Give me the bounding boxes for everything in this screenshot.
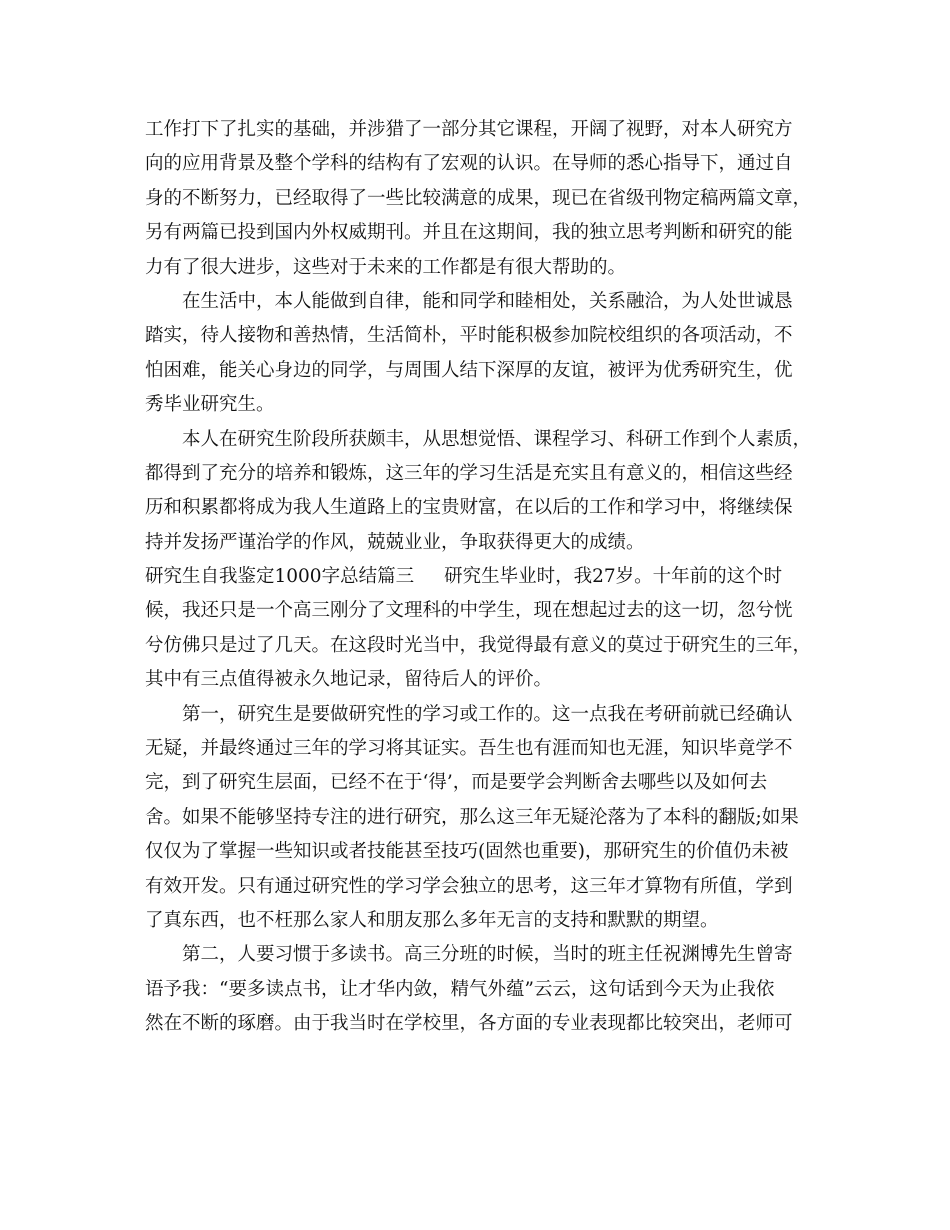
paragraph-start-line: 第一，研究生是要做研究性的学习或工作的。这一点我在考研前就已经确认: [182, 703, 793, 725]
section-heading-line: [145, 560, 805, 594]
text-line: 持并发扬严谨治学的作风，兢兢业业，争取获得更大的成绩。: [145, 531, 645, 553]
text-line: 向的应用背景及整个学科的结构有了宏观的认识。在导师的悉心指导下，通过自: [145, 153, 793, 175]
text-line: 语予我：“要多读点书，让才华内敛，精气外蕴”云云，这句话到今天为止我依: [145, 978, 775, 1000]
text-line: 都得到了充分的培养和锻炼，这三年的学习生活是充实且有意义的，相信这些经: [145, 462, 793, 484]
paragraph-start-line: 在生活中，本人能做到自律，能和同学和睦相处，关系融洽，为人处世诚恳: [182, 290, 793, 312]
text-line: 另有两篇已投到国内外权威期刊。并且在这期间，我的独立思考判断和研究的能: [145, 222, 793, 244]
text-line: 仅仅为了掌握一些知识或者技能甚至技巧(固然也重要)，那研究生的价值仍未被: [145, 841, 789, 863]
text-line: 工作打下了扎实的基础，并涉猎了一部分其它课程，开阔了视野，对本人研究方: [145, 119, 793, 140]
text-line: 身的不断努力，已经取得了一些比较满意的成果，现已在省级刊物定稿两篇文章，: [145, 187, 812, 209]
text-line: 兮仿佛只是过了几天。在这段时光当中，我觉得最有意义的莫过于研究生的三年，: [145, 634, 812, 656]
text-line: 有效开发。只有通过研究性的学习学会独立的思考，这三年才算物有所值，学到: [145, 875, 793, 897]
section-first-sentence: 研究生毕业时，我27岁。十年前的这个时: [444, 566, 783, 588]
text-line: 历和积累都将成为我人生道路上的宝贵财富，在以后的工作和学习中，将继续保: [145, 497, 793, 519]
text-line: 怕困难，能关心身边的同学，与周围人结下深厚的友谊，被评为优秀研究生，优: [145, 359, 793, 381]
paragraph-start-line: 第二，人要习惯于多读书。高三分班的时候，当时的班主任祝渊博先生曾寄: [182, 944, 793, 966]
paragraph-start-line: 本人在研究生阶段所获颇丰，从思想觉悟、课程学习、科研工作到个人素质，: [182, 428, 812, 450]
text-line: 秀毕业研究生。: [145, 394, 275, 416]
text-line: 无疑，并最终通过三年的学习将其证实。吾生也有涯而知也无涯，知识毕竟学不: [145, 738, 793, 760]
text-line: 踏实，待人接物和善热情，生活简朴，平时能积极参加院校组织的各项活动，不: [145, 325, 793, 347]
text-line: 完，到了研究生层面，已经不在于‘得’，而是要学会判断舍去哪些以及如何去: [145, 772, 768, 794]
section-heading: 研究生自我鉴定1000字总结篇三: [145, 566, 415, 588]
text-line: 然在不断的琢磨。由于我当时在学校里，各方面的专业表现都比较突出，老师可: [145, 1013, 793, 1035]
text-line: 候，我还只是一个高三刚分了文理科的中学生，现在想起过去的这一切，忽兮恍: [145, 600, 793, 622]
text-line: 力有了很大进步，这些对于未来的工作都是有很大帮助的。: [145, 256, 627, 278]
document-body: [145, 113, 812, 1042]
text-line: 舍。如果不能够坚持专注的进行研究，那么这三年无疑沦落为了本科的翻版;如果: [145, 806, 799, 828]
text-line: 了真东西，也不枉那么家人和朋友那么多年无言的支持和默默的期望。: [145, 909, 719, 931]
text-line: 其中有三点值得被永久地记录，留待后人的评价。: [145, 669, 553, 691]
